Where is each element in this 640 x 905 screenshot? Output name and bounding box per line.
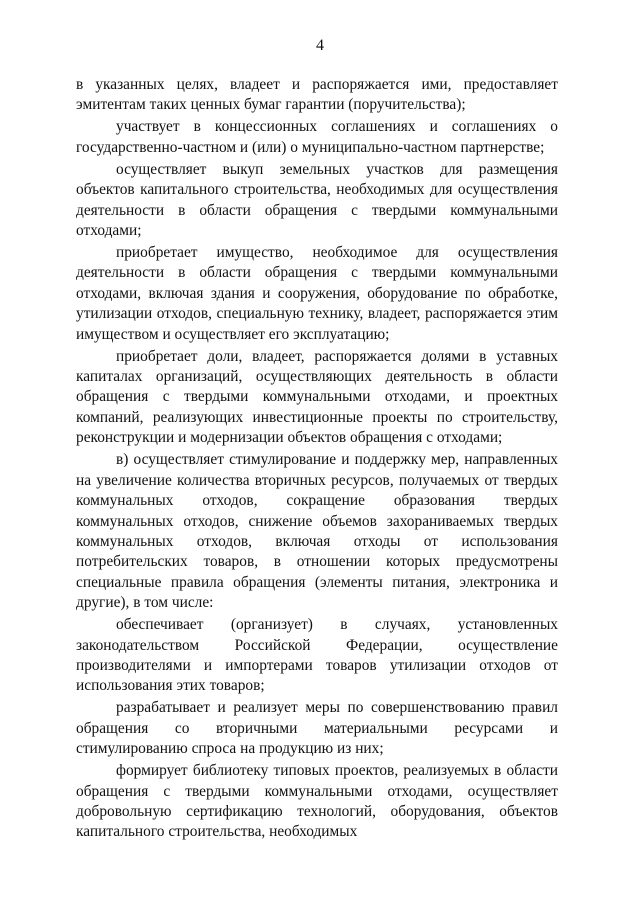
document-body [76,75,558,844]
paragraph-continuation: в указанных целях, владеет и распоряжается ими, предоставляет эмитентам таких ценных бумаг гарантии (поручительства); [76,76,558,114]
paragraph-concession-agreements: участвует в концессионных соглашениях и соглашениях о государственно-частном и (или) о муниципально-частном партнерстве; [76,118,558,156]
paragraph-item-v: в) осуществляет стимулирование и поддержку мер, направленных на увеличение количества вторичных ресурсов, получаемых от твердых коммунальных отходов, сокращение образования твердых коммунальных отходов, снижение объемов захораниваемых твердых коммунальных отходов, включая отходы от использования потребительских товаров, в отношении которых предусмотрены специальные правила обращения (элементы питания, электроника и другие), в том числе: [76,451,558,612]
paragraph-land-purchase: осуществляет выкуп земельных участков для размещения объектов капитального строительства, необходимых для осуществления деятельности в области обращения с твердыми коммунальными отходами; [76,160,558,240]
paragraph-producer-obligations: обеспечивает (организует) в случаях, установленных законодательством Российской Федерации, осуществление производителями и импортерами товаров утилизации отходов от использования этих товаров; [76,616,558,695]
page-number: 4 [316,37,324,54]
paragraph-property-acquisition: приобретает имущество, необходимое для осуществления деятельности в области обращения с твердыми коммунальными отходами, включая здания и сооружения, оборудование по обработке, утилизации отходов, специальную технику, владеет, распоряжается этим имуществом и осуществляет его эксплуатацию; [76,244,558,343]
paragraph-share-acquisition: приобретает доли, владеет, распоряжается долями в уставных капиталах организаций, осуществляющих деятельность в области обращения с твердыми коммунальными отходами, и проектных компаний, реализующих инвестиционные проекты по строительству, реконструкции и модернизации объектов обращения с отходами; [76,347,558,447]
paragraph-project-library: формирует библиотеку типовых проектов, реализуемых в области обращения с твердыми коммунальными отходами, осуществляет добровольную сертификацию технологий, оборудования, объектов капитального строительства, необходимых [76,762,558,841]
paragraph-secondary-resources: разрабатывает и реализует меры по совершенствованию правил обращения со вторичными материальными ресурсами и стимулированию спроса на продукцию из них; [76,699,558,758]
